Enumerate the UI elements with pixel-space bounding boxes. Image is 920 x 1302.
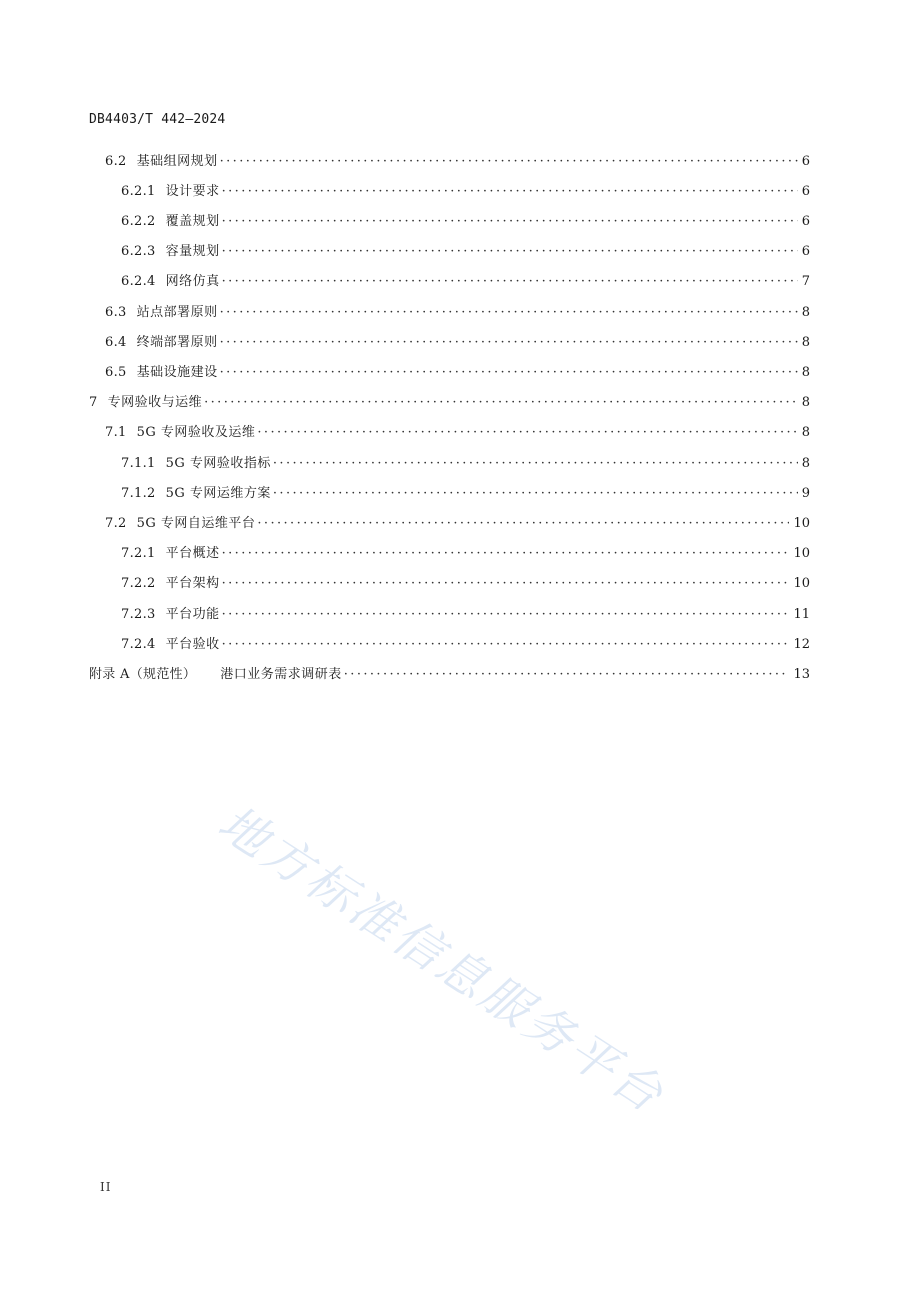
- toc-entry[interactable]: [105, 151, 810, 173]
- toc-entry-number: 6.2.4: [121, 274, 156, 289]
- toc-entry[interactable]: [89, 392, 810, 414]
- toc-entry-number: 7.2: [105, 516, 127, 531]
- toc-leader-dots: [222, 634, 790, 656]
- toc-leader-dots: [222, 543, 790, 565]
- toc-entry[interactable]: [121, 211, 810, 233]
- toc-entry[interactable]: [105, 332, 810, 354]
- toc-entry[interactable]: [121, 271, 810, 293]
- toc-entry-number: 7.2.2: [121, 576, 156, 591]
- toc-entry-page: 6: [801, 154, 810, 169]
- toc-entry-page: 6: [801, 214, 810, 229]
- toc-leader-dots: [257, 513, 789, 535]
- document-code-header: DB4403/T 442—2024: [89, 112, 226, 127]
- toc-entry-page: 10: [793, 546, 810, 561]
- toc-entry-page: 10: [793, 516, 810, 531]
- toc-entry-number: 6.2.2: [121, 214, 156, 229]
- toc-entry[interactable]: [121, 181, 810, 203]
- toc-entry-page: 9: [801, 486, 810, 501]
- toc-entry[interactable]: [121, 241, 810, 263]
- toc-entry[interactable]: [105, 362, 810, 384]
- toc-entry-number: 7.2.4: [121, 637, 156, 652]
- toc-entry-number: 7: [89, 395, 98, 410]
- toc-entry-number: 6.2.1: [121, 184, 156, 199]
- toc-entry-page: 8: [801, 305, 810, 320]
- toc-entry-title: 站点部署原则: [136, 305, 218, 320]
- toc-entry-page: 8: [801, 365, 810, 380]
- toc-entry-number: 7.2.1: [121, 546, 156, 561]
- toc-leader-dots: [222, 241, 798, 263]
- toc-entry-title: 5G 专网运维方案: [165, 486, 271, 501]
- toc-leader-dots: [222, 181, 798, 203]
- toc-entry-title: 港口业务需求调研表: [220, 667, 342, 682]
- toc-leader-dots: [220, 151, 798, 173]
- toc-entry-number: 6.3: [105, 305, 127, 320]
- toc-entry-number: 7.1.2: [121, 486, 156, 501]
- toc-entry-title: 基础设施建设: [136, 365, 218, 380]
- toc-entry-page: 6: [801, 244, 810, 259]
- toc-entry-number: 6.4: [105, 335, 127, 350]
- toc-entry-number: 7.1: [105, 425, 127, 440]
- toc-entry[interactable]: [121, 453, 810, 475]
- toc-entry-number: 6.5: [105, 365, 127, 380]
- toc-entry-page: 8: [801, 335, 810, 350]
- toc-entry-page: 7: [801, 274, 810, 289]
- toc-entry-number: 附录 A（规范性）: [89, 667, 197, 682]
- toc-entry-number: 7.1.1: [121, 456, 156, 471]
- toc-entry-page: 8: [801, 395, 810, 410]
- toc-entry-page: 6: [801, 184, 810, 199]
- toc-entry-page: 8: [801, 425, 810, 440]
- toc-entry-page: 10: [793, 576, 810, 591]
- toc-entry-number: 6.2: [105, 154, 127, 169]
- toc-entry-title: 覆盖规划: [165, 214, 220, 229]
- toc-leader-dots: [273, 453, 798, 475]
- toc-entry[interactable]: [121, 483, 810, 505]
- toc-leader-dots: [222, 211, 798, 233]
- toc-entry-title: 平台概述: [165, 546, 220, 561]
- toc-entry-title: 基础组网规划: [136, 154, 218, 169]
- toc-leader-dots: [344, 664, 790, 686]
- toc-leader-dots: [257, 422, 797, 444]
- toc-entry-title: 专网验收与运维: [107, 395, 203, 410]
- toc-entry[interactable]: [121, 604, 810, 626]
- toc-entry-title: 容量规划: [165, 244, 220, 259]
- toc-entry-page: 8: [801, 456, 810, 471]
- toc-entry[interactable]: [121, 543, 810, 565]
- toc-entry[interactable]: [105, 513, 810, 535]
- toc-entry-title: 设计要求: [165, 184, 220, 199]
- toc-entry[interactable]: [121, 573, 810, 595]
- toc-entry-title: 5G 专网验收指标: [165, 456, 271, 471]
- toc-entry-page: 13: [793, 667, 810, 682]
- toc-leader-dots: [222, 604, 790, 626]
- toc-leader-dots: [220, 362, 798, 384]
- toc-entry-title: 网络仿真: [165, 274, 220, 289]
- toc-entry-title: 平台功能: [165, 607, 220, 622]
- toc-entry[interactable]: [121, 634, 810, 656]
- toc-entry-page: 12: [793, 637, 810, 652]
- toc-entry-number: 6.2.3: [121, 244, 156, 259]
- toc-entry-page: 11: [793, 607, 810, 622]
- page-number: II: [100, 1180, 112, 1194]
- toc-entry-appendix[interactable]: [89, 664, 810, 686]
- toc-leader-dots: [222, 573, 790, 595]
- toc-leader-dots: [273, 483, 798, 505]
- toc-entry[interactable]: [105, 422, 810, 444]
- toc-entry-title: 平台验收: [165, 637, 220, 652]
- toc-entry-number: 7.2.3: [121, 607, 156, 622]
- toc-leader-dots: [204, 392, 798, 414]
- toc-entry-title: 5G 专网验收及运维: [136, 425, 256, 440]
- toc-leader-dots: [220, 302, 798, 324]
- watermark-text: 地方标准信息服务平台: [208, 794, 675, 1125]
- toc-leader-dots: [220, 332, 798, 354]
- toc-entry-title: 终端部署原则: [136, 335, 218, 350]
- toc-leader-dots: [222, 271, 798, 293]
- toc-entry-title: 5G 专网自运维平台: [136, 516, 256, 531]
- toc-entry[interactable]: [105, 302, 810, 324]
- toc-entry-title: 平台架构: [165, 576, 220, 591]
